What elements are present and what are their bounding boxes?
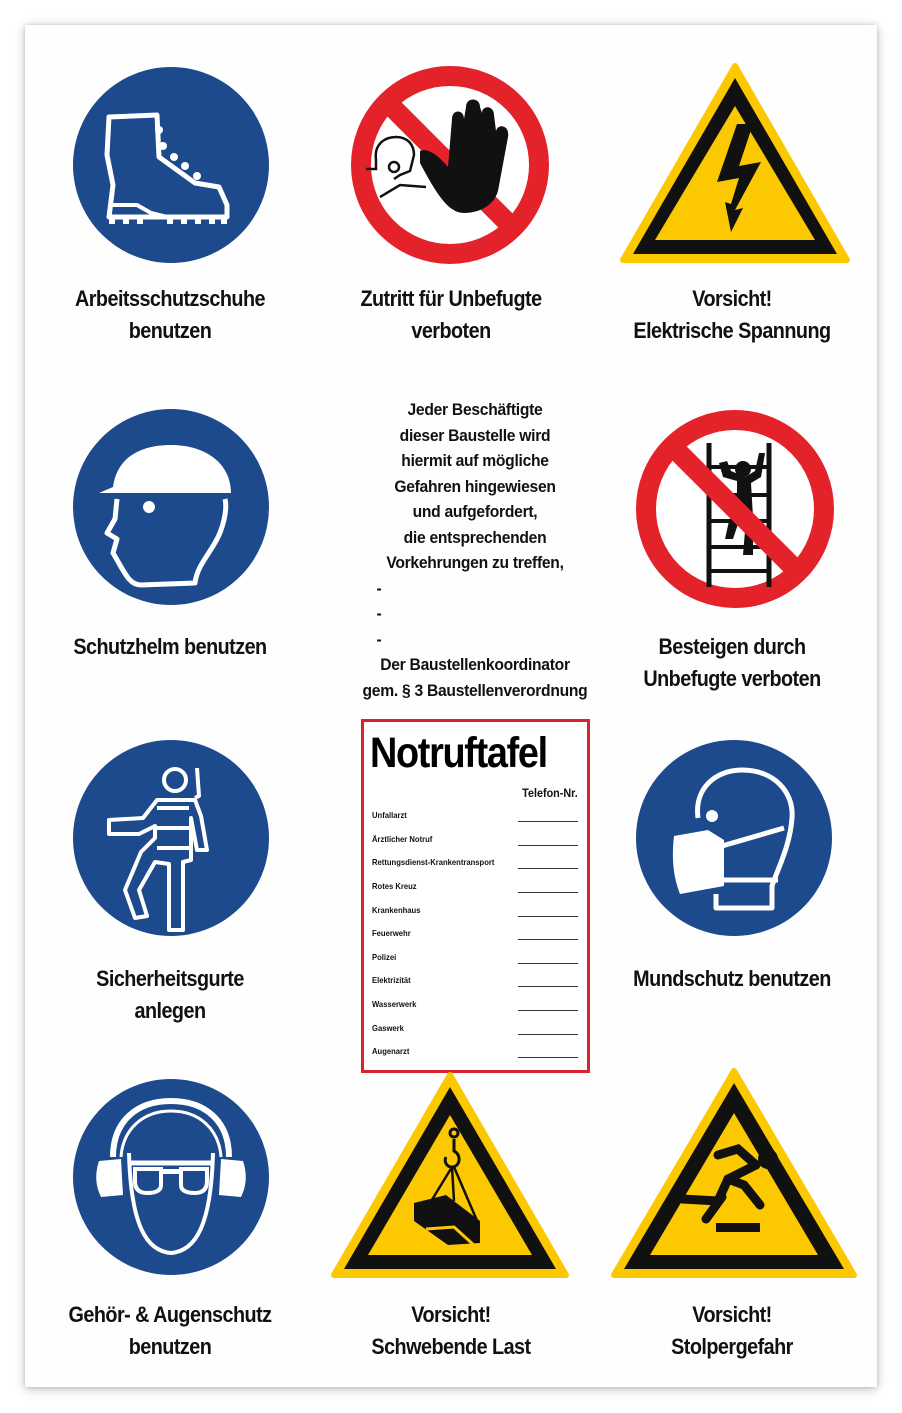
phone-number-blank: [518, 845, 578, 846]
safety-boot-icon: [71, 65, 271, 265]
label-schwebende-last: Vorsicht! Schwebende Last: [371, 1302, 531, 1359]
emergency-row: Rettungsdienst-Krankentransport: [372, 857, 578, 873]
phone-number-blank: [518, 1010, 578, 1011]
phone-number-blank: [518, 892, 578, 893]
trip-hazard-icon: [610, 1067, 858, 1281]
label-stolpergefahr: Vorsicht! Stolpergefahr: [671, 1302, 793, 1359]
telefon-nr-header: Telefon-Nr.: [522, 786, 578, 800]
emergency-row: Gaswerk: [372, 1023, 578, 1039]
label-mundschutz: Mundschutz benutzen: [633, 966, 831, 991]
phone-number-blank: [518, 821, 578, 822]
face-mask-icon: [634, 738, 834, 938]
emergency-row: Rotes Kreuz: [372, 881, 578, 897]
phone-number-blank: [518, 939, 578, 940]
phone-number-blank: [518, 868, 578, 869]
construction-site-sign-board: [25, 25, 877, 1387]
no-climbing-ladder-icon: [633, 407, 837, 611]
signature-line-1: Der Baustellenkoordinator: [380, 655, 570, 674]
notruftafel-title: Notruftafel: [370, 729, 547, 777]
phone-number-blank: [518, 1034, 578, 1035]
emergency-row: Feuerwehr: [372, 928, 578, 944]
emergency-row: Elektrizität: [372, 975, 578, 991]
ear-eye-protection-icon: [71, 1077, 271, 1277]
high-voltage-icon: [619, 62, 851, 264]
site-notice-text: Jeder Beschäftigte dieser Baustelle wird hiermit auf mögliche Gefahren hingewiesen und aufgefordert, die entsprechenden Vorkehrungen zu treffen, - - - Der Baustellenkoordinator gem. § 3 Baustellenverordnung: [337, 397, 613, 703]
label-zutritt-verboten: Zutritt für Unbefugte verboten: [360, 286, 542, 343]
label-arbeitsschutzschuhe: Arbeitsschutzschuhe benutzen: [75, 286, 265, 343]
signature-line-2: gem. § 3 Baustellenverordnung: [362, 680, 588, 700]
suspended-load-icon: [330, 1071, 570, 1281]
phone-number-blank: [518, 963, 578, 964]
emergency-row: Ärztlicher Notruf: [372, 834, 578, 850]
label-besteigen-verboten: Besteigen durch Unbefugte verboten: [643, 634, 821, 691]
emergency-row: Polizei: [372, 952, 578, 968]
phone-number-blank: [518, 916, 578, 917]
label-gehoer-augenschutz: Gehör- & Augenschutz benutzen: [68, 1302, 272, 1359]
emergency-row: Krankenhaus: [372, 905, 578, 921]
emergency-row: Augenarzt: [372, 1046, 578, 1062]
emergency-row: Unfallarzt: [372, 810, 578, 826]
safety-harness-icon: [71, 738, 271, 938]
notruftafel-emergency-panel: [361, 719, 590, 1073]
phone-number-blank: [518, 1057, 578, 1058]
emergency-row: Wasserwerk: [372, 999, 578, 1015]
phone-number-blank: [518, 986, 578, 987]
label-sicherheitsgurte: Sicherheitsgurte anlegen: [96, 966, 244, 1023]
no-entry-hand-icon: [348, 63, 552, 267]
label-elektrische-spannung: Vorsicht! Elektrische Spannung: [633, 286, 831, 343]
label-schutzhelm: Schutzhelm benutzen: [73, 634, 267, 659]
hard-hat-icon: [71, 407, 271, 607]
